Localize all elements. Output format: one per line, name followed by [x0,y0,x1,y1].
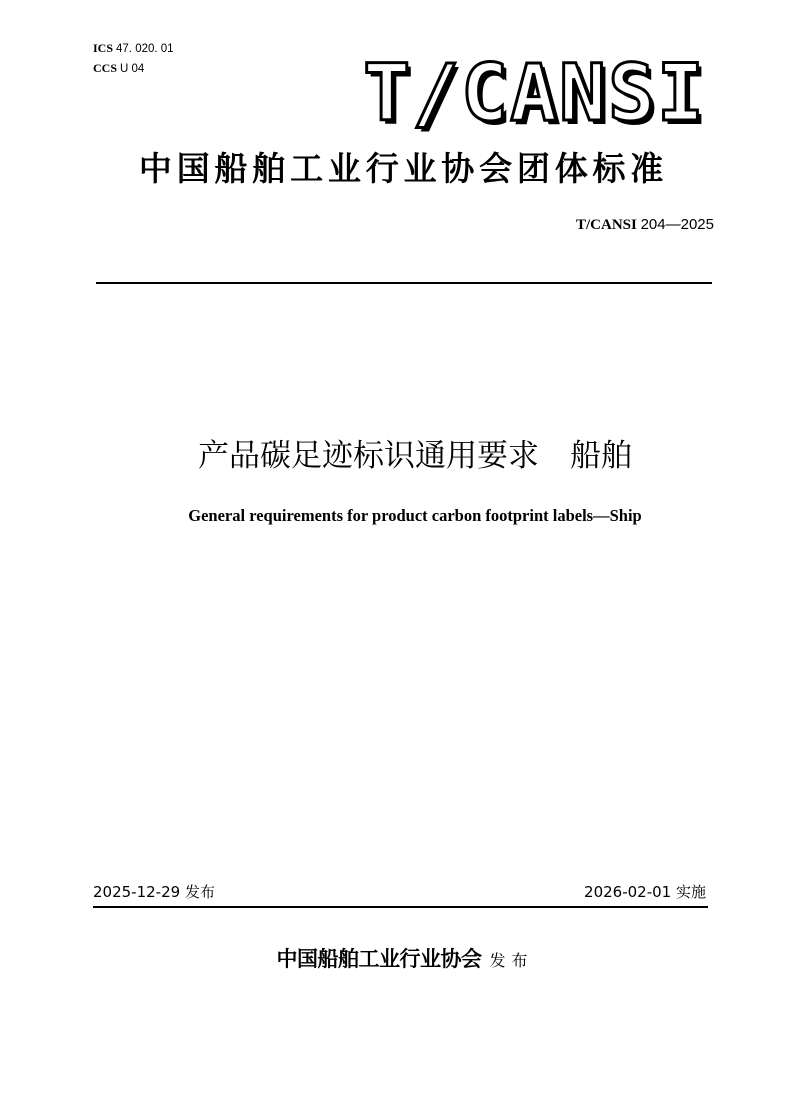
ics-value: 47. 020. 01 [116,43,174,55]
top-divider [96,282,712,284]
brand-logo: T/CANSI [363,49,706,139]
standard-code: 204—2025 [640,216,714,233]
standard-number [576,215,714,235]
implementation-date: 2026-02-01 实施 [584,883,706,901]
chinese-title: 产品碳足迹标识通用要求 船舶 [198,438,632,474]
bottom-divider [93,906,708,908]
publisher-line [0,943,790,978]
publisher-action: 发布 [489,951,534,970]
association-title: 中国船舶工业行业协会团体标准 [138,149,669,188]
ccs-value: U 04 [120,63,145,75]
ccs-code [93,61,144,76]
standard-prefix: T/CANSI [575,217,637,233]
ics-label: ICS [93,41,114,55]
publisher-organization: 中国船舶工业行业协会 [276,947,482,971]
ccs-label: CCS [93,61,118,75]
english-title: General requirements for product carbon footprint labels—Ship [188,506,642,525]
ics-code [93,41,174,56]
issue-date: 2025-12-29 发布 [93,883,215,901]
